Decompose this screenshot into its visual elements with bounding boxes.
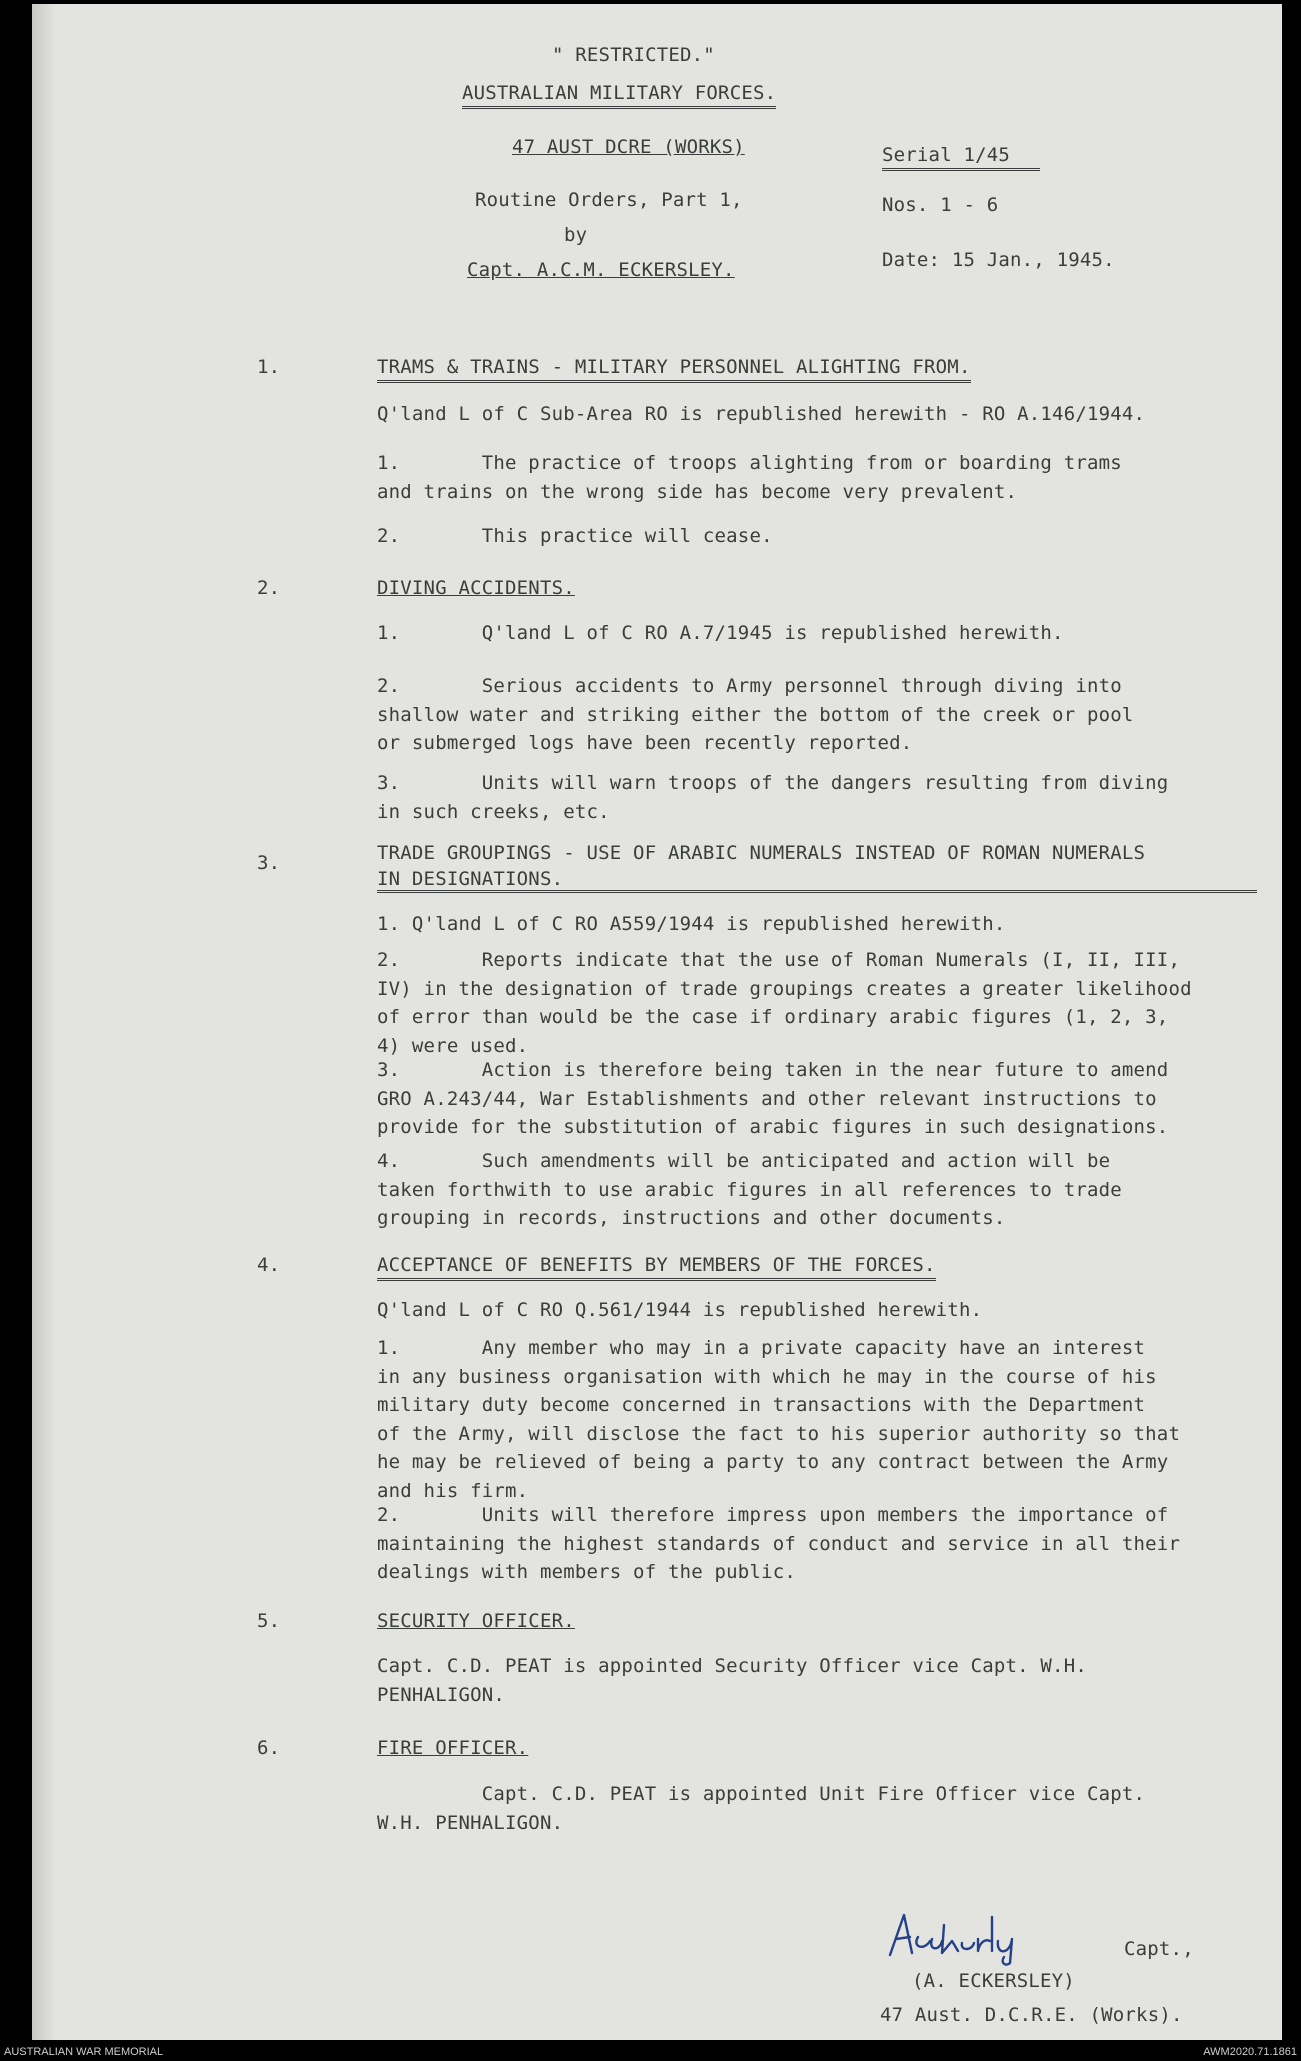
section-paragraph: 1. The practice of troops alighting from or boarding trams and trains on the wrong side has become very prevalent. <box>377 452 1122 503</box>
section-paragraph: 2. Units will therefore impress upon members the importance of maintaining the highest standards of conduct and service in all their dealings with members of the public. <box>377 1504 1181 1583</box>
section-paragraph: 4. Such amendments will be anticipated and action will be taken forthwith to use arabic figures in all references to trade grouping in records, instructions and other documents. <box>377 1150 1122 1229</box>
section-paragraph: 2. Serious accidents to Army personnel through diving into shallow water and striking either the bottom of the creek or pool or submerged logs have been recently reported. <box>377 675 1134 754</box>
footer-left-label: AUSTRALIAN WAR MEMORIAL <box>4 2046 164 2058</box>
order-numbers: Nos. 1 - 6 <box>882 194 999 216</box>
unit-heading: 47 AUST DCRE (WORKS) <box>512 136 745 158</box>
section-paragraph: 3. Action is therefore being taken in the near future to amend GRO A.243/44, War Establishments and other relevant instructions to provide for the substitution of arabic figures in such designations. <box>377 1059 1169 1138</box>
serial-number: Serial 1/45 <box>882 144 1040 171</box>
section-title: ACCEPTANCE OF BENEFITS BY MEMBERS OF THE FORCES. <box>377 1254 936 1281</box>
section-paragraph: Q'land L of C Sub-Area RO is republished herewith - RO A.146/1944. <box>377 403 1146 425</box>
section-title: FIRE OFFICER. <box>377 1737 529 1759</box>
archive-footer <box>0 2041 1301 2061</box>
section-number: 1. <box>257 356 281 378</box>
section-title-line1: TRADE GROUPINGS - USE OF ARABIC NUMERALS INSTEAD OF ROMAN NUMERALS <box>377 842 1146 864</box>
handwritten-signature <box>882 1907 1022 1967</box>
section-paragraph: 1. Q'land L of C RO A.7/1945 is republished herewith. <box>377 622 1064 644</box>
order-date: Date: 15 Jan., 1945. <box>882 249 1115 271</box>
section-paragraph: 1. Q'land L of C RO A559/1944 is republished herewith. <box>377 913 1006 935</box>
section-number: 4. <box>257 1254 281 1276</box>
signatory-rank: Capt., <box>1124 1938 1194 1960</box>
section-number: 6. <box>257 1737 281 1759</box>
section-title: DIVING ACCIDENTS. <box>377 577 575 599</box>
section-paragraph: Capt. C.D. PEAT is appointed Unit Fire Officer vice Capt. W.H. PENHALIGON. <box>377 1783 1146 1834</box>
section-paragraph: Capt. C.D. PEAT is appointed Security Officer vice Capt. W.H. PENHALIGON. <box>377 1655 1087 1706</box>
section-number: 5. <box>257 1610 281 1632</box>
document-page <box>32 4 1282 2040</box>
signatory-name: (A. ECKERSLEY) <box>912 1970 1075 1992</box>
section-paragraph: 2. This practice will cease. <box>377 525 773 547</box>
section-title: TRAMS & TRAINS - MILITARY PERSONNEL ALIGHTING FROM. <box>377 356 971 383</box>
section-paragraph: 2. Reports indicate that the use of Roman Numerals (I, II, III, IV) in the designation of trade groupings creates a greater likelihood of error than would be the case if ordinary arabic figures (1, 2, 3, 4) were used. <box>377 949 1192 1057</box>
section-paragraph: 3. Units will warn troops of the dangers resulting from diving in such creeks, etc. <box>377 772 1169 823</box>
section-number: 3. <box>257 852 281 874</box>
section-number: 2. <box>257 577 281 599</box>
footer-right-label: AWM2020.71.1861 <box>1203 2046 1297 2058</box>
forces-heading: AUSTRALIAN MILITARY FORCES. <box>462 82 776 109</box>
restricted-label: " RESTRICTED." <box>552 44 715 66</box>
section-paragraph: Q'land L of C RO Q.561/1944 is republished herewith. <box>377 1299 983 1321</box>
section-title: SECURITY OFFICER. <box>377 1610 575 1632</box>
section-title-line2: IN DESIGNATIONS. <box>377 868 1257 893</box>
by-label: by <box>564 224 588 246</box>
routine-orders-label: Routine Orders, Part 1, <box>475 189 743 211</box>
signatory-title: 47 Aust. D.C.R.E. (Works). <box>880 2004 1183 2026</box>
capt-name-heading: Capt. A.C.M. ECKERSLEY. <box>467 259 735 281</box>
section-paragraph: 1. Any member who may in a private capacity have an interest in any business organisation with which he may in the course of his military duty become concerned in transactions with the Department of the Army, will disclose the fact to his superior authority so that he may be relieved of being a party to any contract between the Army and his firm. <box>377 1337 1181 1502</box>
